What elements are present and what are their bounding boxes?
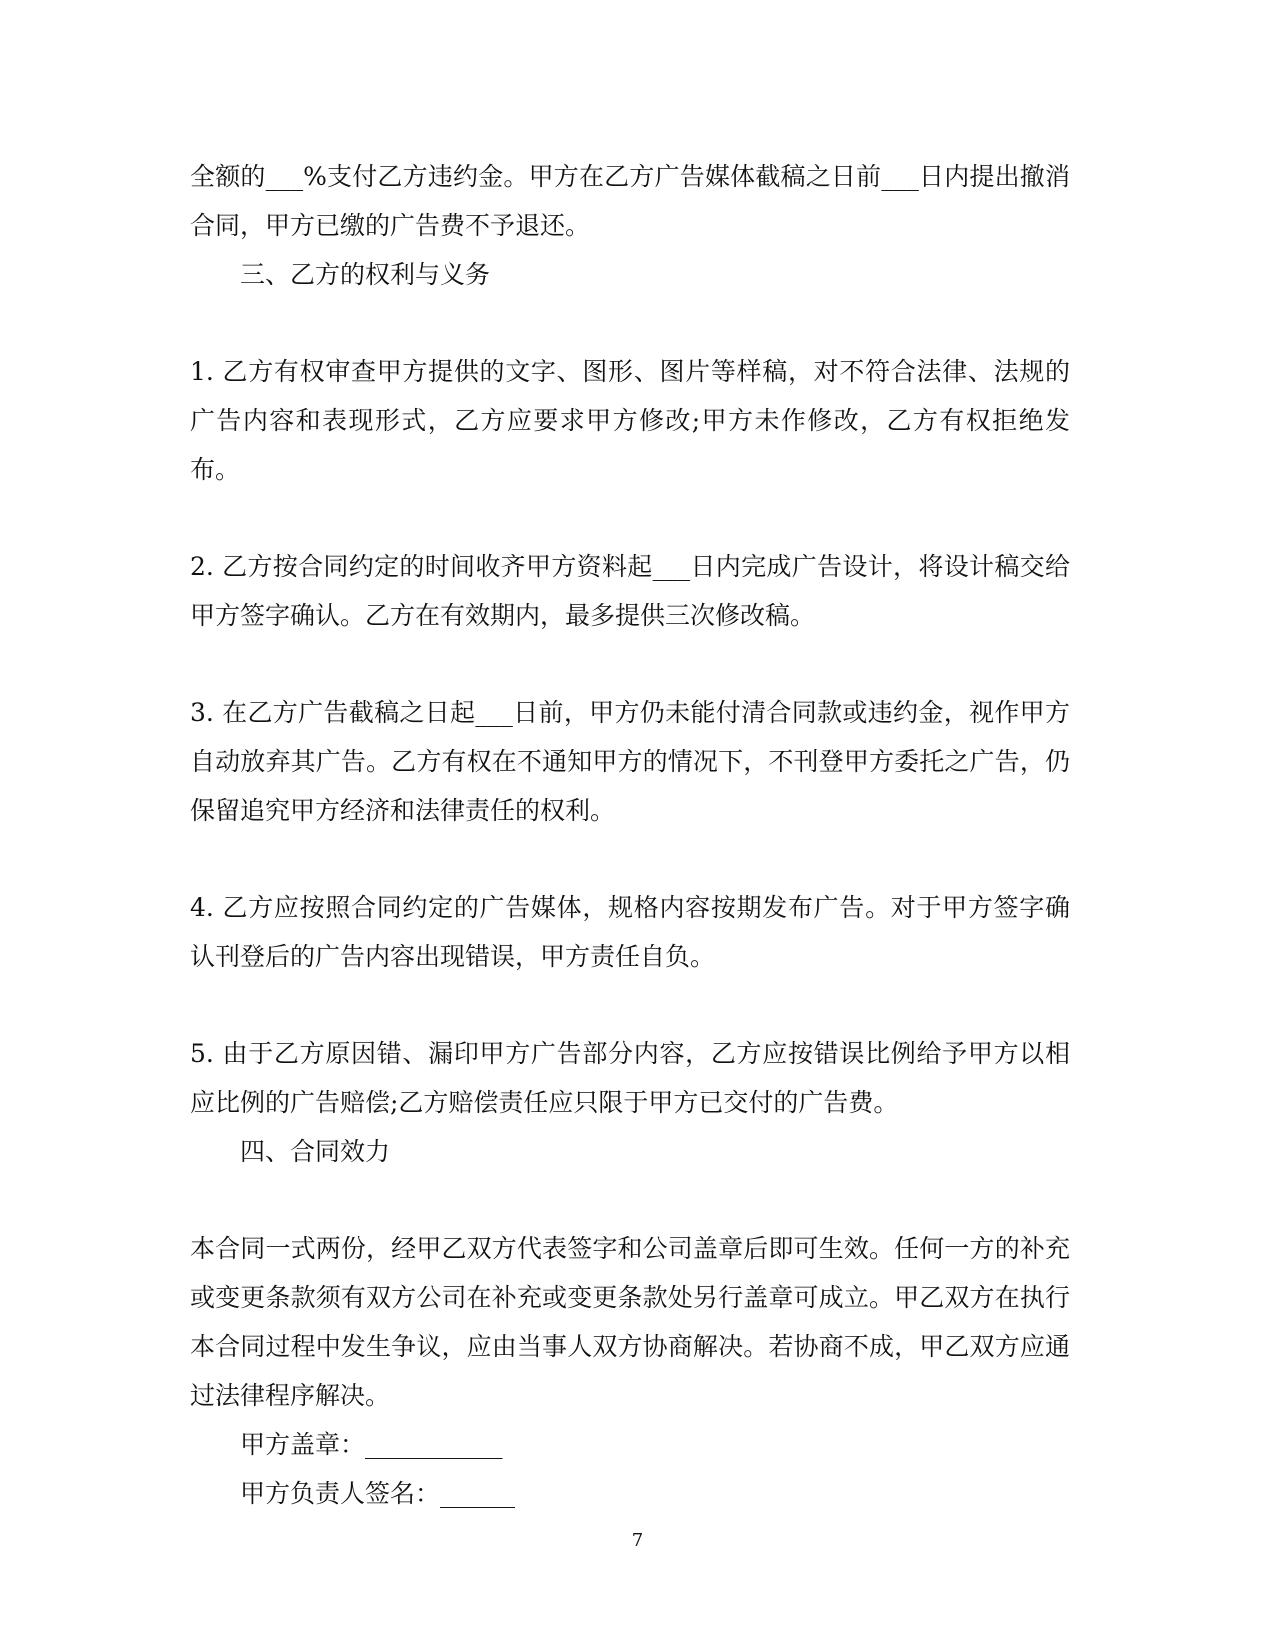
section-heading-contract-validity: 四、合同效力 — [240, 1137, 391, 1166]
spacer — [190, 640, 1070, 688]
paragraph-penalty-clause: 全额的___%支付乙方违约金。甲方在乙方广告媒体截稿之日前___日内提出撤消合同，甲方已缴的广告费不予退还。 — [190, 162, 1070, 240]
spacer — [190, 835, 1070, 883]
clause-item-3: 3. 在乙方广告截稿之日起___日前，甲方仍未能付清合同款或违约金，视作甲方自动放弃其广告。乙方有权在不通知甲方的情况下，不刊登甲方委托之广告，仍保留追究甲方经济和法律责任的权利。 — [190, 698, 1070, 825]
spacer — [190, 494, 1070, 542]
clause-item-4: 4. 乙方应按照合同约定的广告媒体，规格内容按期发布广告。对于甲方签字确认刊登后的广告内容出现错误，甲方责任自负。 — [190, 893, 1070, 971]
party-a-seal-line: 甲方盖章：___________ — [240, 1430, 503, 1459]
paragraph-contract-validity: 本合同一式两份，经甲乙双方代表签字和公司盖章后即可生效。任何一方的补充或变更条款须有双方公司在补充或变更条款处另行盖章可成立。甲乙双方在执行本合同过程中发生争议，应由当事人双方协商解决。若协商不成，甲乙双方应通过法律程序解决。 — [190, 1234, 1070, 1410]
clause-item-2: 2. 乙方按合同约定的时间收齐甲方资料起___日内完成广告设计，将设计稿交给甲方签字确认。乙方在有效期内，最多提供三次修改稿。 — [190, 552, 1070, 630]
spacer — [190, 1176, 1070, 1224]
clause-item-5: 5. 由于乙方原因错、漏印甲方广告部分内容，乙方应按错误比例给予甲方以相应比例的广告赔偿;乙方赔偿责任应只限于甲方已交付的广告费。 — [190, 1039, 1070, 1117]
section-heading-party-b-rights: 三、乙方的权利与义务 — [240, 260, 491, 289]
page-number: 7 — [631, 1530, 644, 1551]
party-a-signature-line: 甲方负责人签名：______ — [240, 1479, 516, 1508]
spacer — [190, 981, 1070, 1029]
spacer — [190, 299, 1070, 347]
document-body — [190, 152, 1070, 1518]
clause-item-1: 1. 乙方有权审查甲方提供的文字、图形、图片等样稿，对不符合法律、法规的广告内容和表现形式，乙方应要求甲方修改;甲方未作修改，乙方有权拒绝发布。 — [190, 357, 1070, 484]
